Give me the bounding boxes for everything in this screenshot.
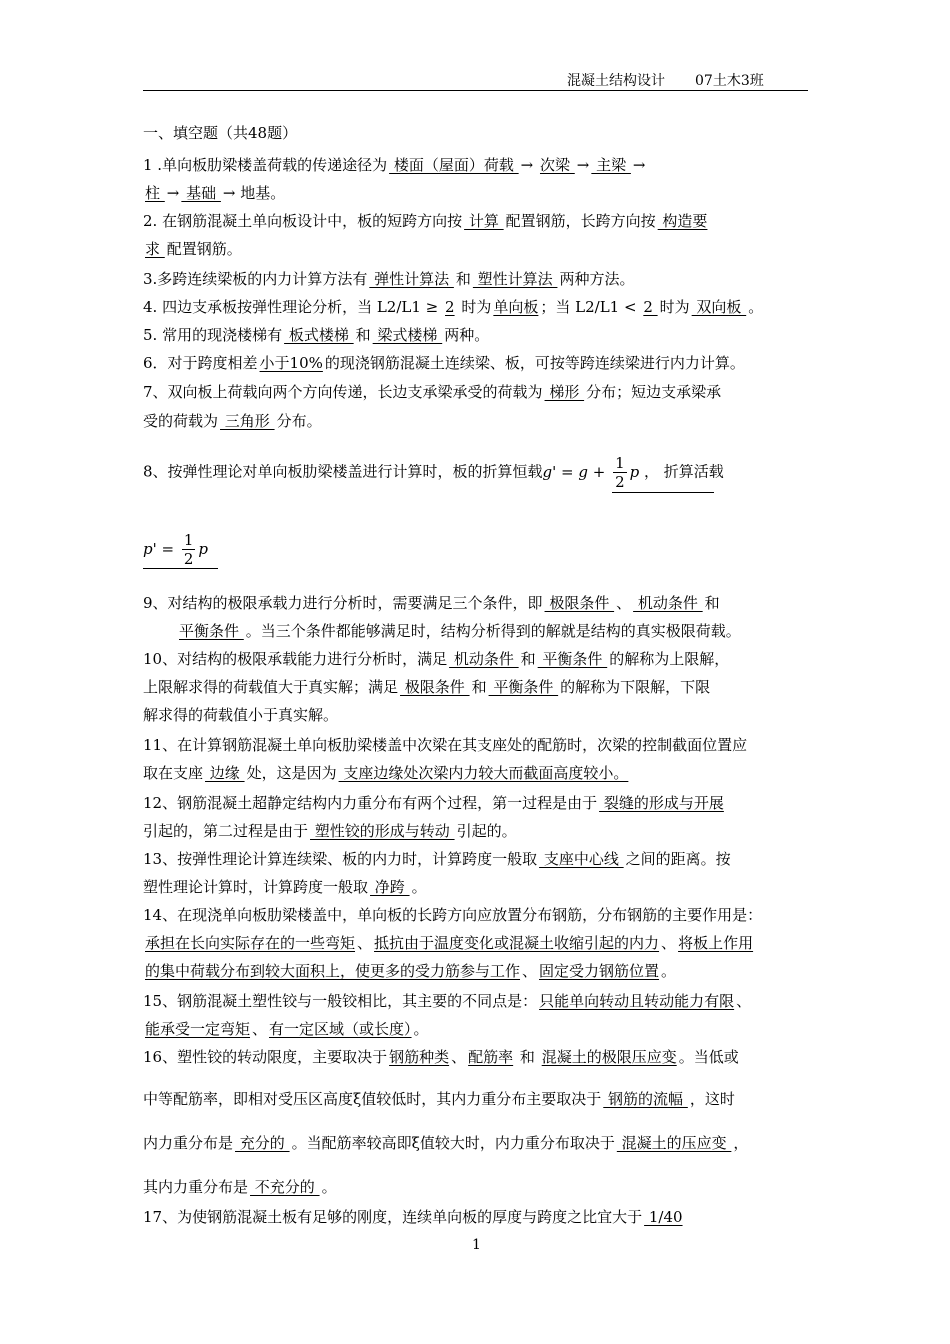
text-segment: 11、在计算钢筋混凝土单向板肋梁楼盖中次梁在其支座处的配筋时，次梁的控制截面位置应 [143,736,748,754]
text-segment: 1 .单向板肋梁楼盖荷载的传递途径为 [143,156,388,174]
text-segment: 。 [661,962,677,980]
text-segment: 受的荷载为 [143,412,219,430]
answer-blank: 钢筋种类 [389,1048,450,1066]
text-line [177,621,741,641]
text-segment: 17、为使钢筋混凝土板有足够的刚度，连续单向板的厚度与跨度之比宜大于 [143,1208,643,1226]
answer-blank: 次梁 [539,156,575,174]
text-segment: → 地基。 [222,184,286,202]
text-segment: 的现浇钢筋混凝土连续梁、板，可按等跨连续梁进行内力计算。 [324,354,745,372]
answer-blank: 极限条件 [544,594,615,612]
text-segment: 、 [357,934,373,952]
text-segment: 。当三个条件都能够满足时，结构分析得到的解就是结构的真实极限荷载。 [245,622,741,640]
text-segment: 8、按弹性理论对单向板肋梁楼盖进行计算时，板的折算恒载 [143,462,543,481]
text-segment: 和 [704,594,720,612]
text-segment: 的解称为下限解，下限 [560,678,711,696]
answer-blank: 机动条件 [449,650,519,668]
text-segment: 5. 常用的现浇楼梯有 [143,326,283,344]
text-segment: 。 [411,878,427,896]
text-segment: ， 折算活载 [639,462,724,481]
text-segment: 时为 [659,298,690,316]
answer-blank: 混凝土的压应变 [616,1134,732,1152]
text-line [143,649,729,669]
text-segment: 的解称为上限解， [609,650,730,668]
text-line [143,877,427,897]
text-segment: 时为 [456,298,492,316]
answer-blank: 不充分的 [250,1178,320,1196]
text-segment: ；当 L2/L1 < [540,298,642,316]
formula-blank-underline [143,568,218,569]
text-line [143,735,747,755]
formula: p' = $\frac{1}{2}$ p [143,531,208,568]
text-segment: 15、钢筋混凝土塑性铰与一般铰相比，其主要的不同点是： [143,992,538,1010]
text-line [143,183,285,203]
text-line [143,325,489,345]
text-line [143,239,242,259]
text-segment: 2. 在钢筋混凝土单向板设计中，板的短跨方向按 [143,212,463,230]
text-segment: 、 [616,594,632,612]
text-segment: → [576,156,590,174]
text-segment: 、 [736,992,752,1010]
answer-blank: 机动条件 [633,594,703,612]
answer-blank: 有一定区域（或长度） [269,1020,412,1038]
answer-blank: 承担在长向实际存在的一些弯矩 [145,934,356,952]
answer-blank: 小于10% [259,354,323,372]
answer-blank: 配筋率 [468,1048,514,1066]
text-segment: 分布。 [276,412,322,430]
answer-blank: 裂缝的形成与开展 [599,794,724,812]
answer-blank: 单向板 [493,298,539,316]
answer-blank: 2 [445,298,455,316]
answer-blank: 抵抗由于温度变化或混凝土收缩引起的内力 [374,934,660,952]
text-segment: 3.多跨连续梁板的内力计算方法有 [143,270,368,288]
text-line [143,297,763,317]
text-segment: 4. 四边支承板按弹性理论分析，当 L2/L1 ≥ [143,298,444,316]
answer-blank: 边缘 [205,764,245,782]
answer-blank: 柱 [145,184,165,202]
text-line [143,211,709,231]
answer-blank: 塑性计算法 [472,270,558,288]
answer-blank: 固定受力钢筋位置 [539,962,660,980]
text-segment: → [632,156,646,174]
text-segment: 中等配筋率，即相对受压区高度ξ值较低时，其内力重分布主要取决于 [143,1090,602,1108]
answer-blank: 平衡条件 [488,678,559,696]
text-segment: 、 [522,962,538,980]
section-title: 一、填空题（共48题） [143,124,298,142]
text-segment: 分布；短边支承梁承 [586,383,722,401]
answer-blank: 极限条件 [400,678,470,696]
text-line [143,849,731,869]
formula: g' = g + $\frac{1}{2}$ p [542,454,640,491]
text-segment: 12、钢筋混凝土超静定结构内力重分布有两个过程，第一过程是由于 [143,794,598,812]
answer-blank: 混凝土的极限压应变 [541,1048,677,1066]
page-header [143,70,808,91]
text-line [143,1177,337,1197]
text-segment: 两种。 [444,326,490,344]
answer-blank: 2 [643,298,658,316]
text-segment: 处，这是因为 [246,764,337,782]
text-line [143,1047,739,1067]
answer-blank: 支座边缘处次梁内力较大而截面高度较小。 [338,764,629,782]
text-segment: ，这时 [689,1090,735,1108]
text-segment: 13、按弹性理论计算连续梁、板的内力时，计算跨度一般取 [143,850,538,868]
answer-blank: 将板上作用 [678,934,754,952]
answer-blank: 充分的 [235,1134,290,1152]
text-segment: 引起的，第二过程是由于 [143,822,309,840]
text-segment: 和 [355,326,371,344]
text-line [143,411,322,431]
text-line [143,677,710,697]
formula-blank-underline [612,492,714,493]
text-line [143,793,726,813]
text-segment: → [520,156,538,174]
text-segment: 其内力重分布是 [143,1178,249,1196]
answer-blank: 平衡条件 [179,622,244,640]
text-line [143,905,762,925]
text-segment: 。 [413,1020,429,1038]
text-segment: 之间的距离。按 [625,850,731,868]
text-line [143,763,630,783]
answer-blank: 平衡条件 [537,650,608,668]
text-segment: ， [733,1134,749,1152]
answer-blank: 板式楼梯 [284,326,354,344]
text-line [143,454,724,491]
text-segment: 和 [455,270,471,288]
text-segment: 内力重分布是 [143,1134,234,1152]
answer-blank: 三角形 [220,412,275,430]
text-line [143,353,745,373]
text-line [143,269,634,289]
text-line [143,155,645,175]
text-line [143,593,720,613]
answer-blank: 的集中荷载分布到较大面积上，使更多的受力筋参与工作 [145,962,521,980]
text-segment: 。当配筋率较高即ξ值较大时，内力重分布取决于 [291,1134,615,1152]
text-segment: 解求得的荷载值小于真实解。 [143,706,339,724]
text-segment: 9、对结构的极限承载力进行分析时，需要满足三个条件，即 [143,594,543,612]
answer-blank: 能承受一定弯矩 [145,1020,251,1038]
text-line [143,961,676,981]
text-line [143,1207,685,1227]
text-line [143,933,755,953]
text-segment: 。当低或 [678,1048,739,1066]
answer-blank: 梯形 [544,383,585,401]
text-segment: 和 [471,678,487,696]
answer-blank: 支座中心线 [539,850,624,868]
answer-blank: 基础 [181,184,221,202]
text-segment: 上限解求得的荷载值大于真实解；满足 [143,678,399,696]
text-segment: 和 [515,1048,540,1066]
fraction: $\frac{1}{2}$ [183,531,194,568]
answer-blank: 构造要 [657,212,708,230]
answer-blank: 塑性铰的形成与转动 [310,822,455,840]
answer-blank: 楼面（屋面）荷载 [389,156,519,174]
text-segment: 10、对结构的极限承载能力进行分析时，满足 [143,650,448,668]
text-segment: 两种方法。 [559,270,635,288]
text-segment: 配置钢筋。 [166,240,242,258]
text-segment: 塑性理论计算时，计算跨度一般取 [143,878,369,896]
answer-blank: 净跨 [370,878,410,896]
text-segment: 16、塑性铰的转动限度，主要取决于 [143,1048,388,1066]
text-segment: 。 [321,1178,337,1196]
text-line [143,1133,748,1153]
text-line [143,1089,735,1109]
header-course: 混凝土结构设计 [567,73,665,89]
text-line [143,531,208,568]
text-segment: 取在支座 [143,764,204,782]
text-segment: 和 [520,650,536,668]
text-segment: 6．对于跨度相差 [143,354,258,372]
page-number: 1 [472,1237,481,1253]
answer-blank: 双向板 [691,298,747,316]
text-segment: → [166,184,180,202]
answer-blank: 主梁 [591,156,631,174]
text-line [143,705,338,725]
answer-blank: 梁式楼梯 [372,326,443,344]
text-line [143,821,517,841]
answer-blank: 只能单向转动且转动能力有限 [539,992,735,1010]
text-line [143,991,751,1011]
text-line [143,382,721,402]
text-segment: 引起的。 [456,822,517,840]
text-segment: 配置钢筋，长跨方向按 [505,212,656,230]
text-segment: 、 [661,934,677,952]
answer-blank: 弹性计算法 [369,270,454,288]
header-class: 07土木3班 [695,73,764,89]
text-segment: 。 [748,298,764,316]
answer-blank: 求 [145,240,165,258]
answer-blank: 计算 [464,212,504,230]
answer-blank: 钢筋的流幅 [603,1090,688,1108]
answer-blank: 1/40 [644,1208,683,1226]
text-line [143,1019,429,1039]
text-segment: 、 [252,1020,268,1038]
text-segment: 7、双向板上荷载向两个方向传递，长边支承梁承受的荷载为 [143,383,543,401]
text-segment: 14、在现浇单向板肋梁楼盖中，单向板的长跨方向应放置分布钢筋，分布钢筋的主要作用是： [143,906,763,924]
text-segment: 、 [451,1048,467,1066]
fraction: $\frac{1}{2}$ [615,454,625,491]
